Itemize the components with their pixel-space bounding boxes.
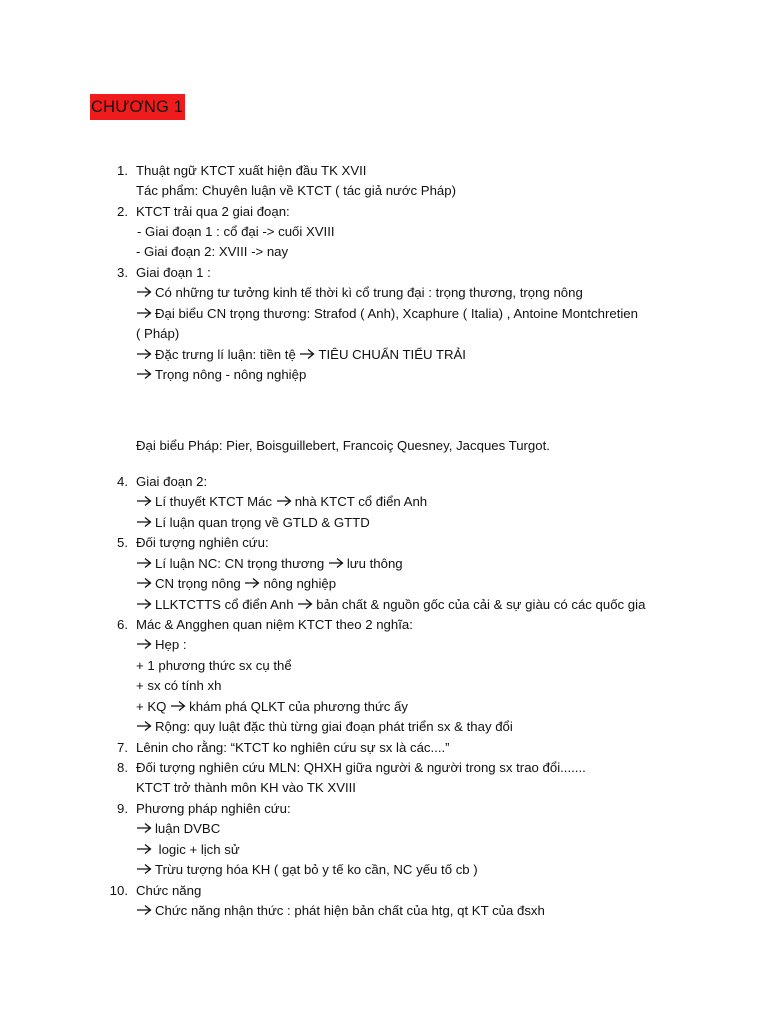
line-text: Có những tư tưởng kinh tế thời kì cổ trung đại : trọng thương, trọng nông: [155, 285, 583, 300]
document-line: [136, 718, 513, 736]
line-text: luận DVBC: [155, 821, 221, 836]
document-line: [136, 820, 220, 838]
arrow-right-icon: [170, 700, 187, 712]
document-line: [136, 243, 288, 261]
document-line: [136, 437, 550, 455]
line-text: KTCT trở thành môn KH vào TK XVIII: [136, 780, 356, 795]
arrow-right-icon: [136, 904, 153, 916]
list-number: 1.: [117, 163, 128, 178]
document-line: [136, 575, 336, 593]
line-text: logic + lịch sử: [155, 842, 240, 857]
document-line: [136, 305, 638, 323]
line-text: Phương pháp nghiên cứu:: [136, 801, 291, 816]
list-number: 2.: [117, 204, 128, 219]
arrow-right-icon: [297, 598, 314, 610]
document-line: [117, 800, 291, 818]
line-text: Giai đoạn 1 :: [136, 265, 211, 280]
document-line: [117, 473, 208, 491]
line-text: LLKTCTTS cổ điển Anh: [155, 597, 298, 612]
document-line: [136, 779, 356, 797]
line-text: Trọng nông - nông nghiệp: [155, 367, 307, 382]
line-text: Lênin cho rằng: “KTCT ko nghiên cứu sự sx là các....”: [136, 740, 450, 755]
arrow-right-icon: [136, 863, 153, 875]
line-text: - Giai đoạn 2: XVIII -> nay: [136, 244, 289, 259]
document-line: [117, 264, 211, 282]
list-number: 5.: [117, 535, 128, 550]
document-line: [136, 841, 240, 859]
document-line: [136, 514, 370, 532]
document-line: [117, 203, 290, 221]
document-line: [137, 223, 335, 241]
line-text: + KQ: [136, 699, 171, 714]
document-line: [136, 182, 456, 200]
arrow-right-icon: [244, 577, 261, 589]
line-text: Đặc trưng lí luận: tiền tệ: [155, 347, 300, 362]
list-number: 9.: [117, 801, 128, 816]
line-text: khám phá QLKT của phương thức ấy: [189, 699, 408, 714]
document-line: [117, 162, 367, 180]
arrow-right-icon: [136, 557, 153, 569]
document-line: [136, 698, 408, 716]
line-text: - Giai đoạn 1 : cổ đại -> cuối XVIII: [137, 224, 335, 239]
list-number: 6.: [117, 617, 128, 632]
document-line: [136, 366, 306, 384]
arrow-right-icon: [136, 720, 153, 732]
line-text: KTCT trải qua 2 giai đoạn:: [136, 204, 290, 219]
line-text: Đại biểu Pháp: Pier, Boisguillebert, Francoiç Quesney, Jacques Turgot.: [136, 438, 550, 453]
list-number: 10.: [109, 883, 128, 898]
line-text: ( Pháp): [136, 326, 180, 341]
line-text: Thuật ngữ KTCT xuất hiện đầu TK XVII: [136, 163, 367, 178]
line-text: Đối tượng nghiên cứu:: [136, 535, 269, 550]
line-text: lưu thông: [346, 556, 403, 571]
line-text: CN trọng nông: [155, 576, 245, 591]
document-line: [136, 555, 403, 573]
arrow-right-icon: [328, 557, 345, 569]
line-text: Chức năng nhận thức : phát hiện bản chất của htg, qt KT của đsxh: [155, 903, 545, 918]
document-line: [136, 284, 583, 302]
document-line: [117, 534, 269, 552]
list-number: 4.: [117, 474, 128, 489]
chapter-title: CHƯƠNG 1: [90, 94, 185, 120]
arrow-right-icon: [136, 368, 153, 380]
arrow-right-icon: [136, 638, 153, 650]
list-number: 8.: [117, 760, 128, 775]
line-text: Lí luận NC: CN trọng thương: [155, 556, 328, 571]
line-text: Trừu tượng hóa KH ( gạt bỏ y tế ko cần, NC yếu tố cb ): [155, 862, 478, 877]
document-line: [136, 346, 466, 364]
document-line: [117, 616, 413, 634]
document-line: [117, 739, 450, 757]
document-line: [136, 657, 292, 675]
line-text: Hẹp :: [155, 637, 187, 652]
document-line: [117, 759, 586, 777]
arrow-right-icon: [136, 577, 153, 589]
line-text: Chức năng: [136, 883, 202, 898]
document-line: [136, 677, 221, 695]
arrow-right-icon: [136, 286, 153, 298]
line-text: Tác phẩm: Chuyên luận về KTCT ( tác giả nước Pháp): [136, 183, 456, 198]
arrow-right-icon: [136, 822, 153, 834]
document-line: [109, 882, 202, 900]
arrow-right-icon: [299, 348, 316, 360]
line-text: nông nghiệp: [263, 576, 337, 591]
list-number: 7.: [117, 740, 128, 755]
line-text: nhà KTCT cổ điển Anh: [294, 494, 428, 509]
document-line: [136, 325, 179, 343]
arrow-right-icon: [136, 307, 153, 319]
line-text: Lí luận quan trọng về GTLD & GTTD: [155, 515, 370, 530]
document-line: [136, 493, 427, 511]
arrow-right-icon: [136, 516, 153, 528]
arrow-right-icon: [136, 843, 153, 855]
list-number: 3.: [117, 265, 128, 280]
document-line: [136, 596, 645, 614]
arrow-right-icon: [136, 495, 153, 507]
document-line: [136, 861, 478, 879]
line-text: Đại biểu CN trọng thương: Strafod ( Anh), Xcaphure ( Italia) , Antoine Montchretien: [155, 306, 638, 321]
line-text: TIÊU CHUẨN TIỂU TRẢI: [318, 347, 466, 362]
arrow-right-icon: [276, 495, 293, 507]
line-text: + sx có tính xh: [136, 678, 222, 693]
document-line: [136, 902, 545, 920]
line-text: Rộng: quy luật đặc thù từng giai đoạn phát triển sx & thay đổi: [155, 719, 513, 734]
line-text: Lí thuyết KTCT Mác: [155, 494, 276, 509]
line-text: bản chất & nguồn gốc của cải & sự giàu có các quốc gia: [316, 597, 646, 612]
document-line: [136, 636, 187, 654]
line-text: Mác & Angghen quan niệm KTCT theo 2 nghĩa:: [136, 617, 413, 632]
line-text: + 1 phương thức sx cụ thể: [136, 658, 292, 673]
line-text: Đối tượng nghiên cứu MLN: QHXH giữa người & người trong sx trao đổi.......: [136, 760, 586, 775]
arrow-right-icon: [136, 348, 153, 360]
arrow-right-icon: [136, 598, 153, 610]
line-text: Giai đoạn 2:: [136, 474, 208, 489]
